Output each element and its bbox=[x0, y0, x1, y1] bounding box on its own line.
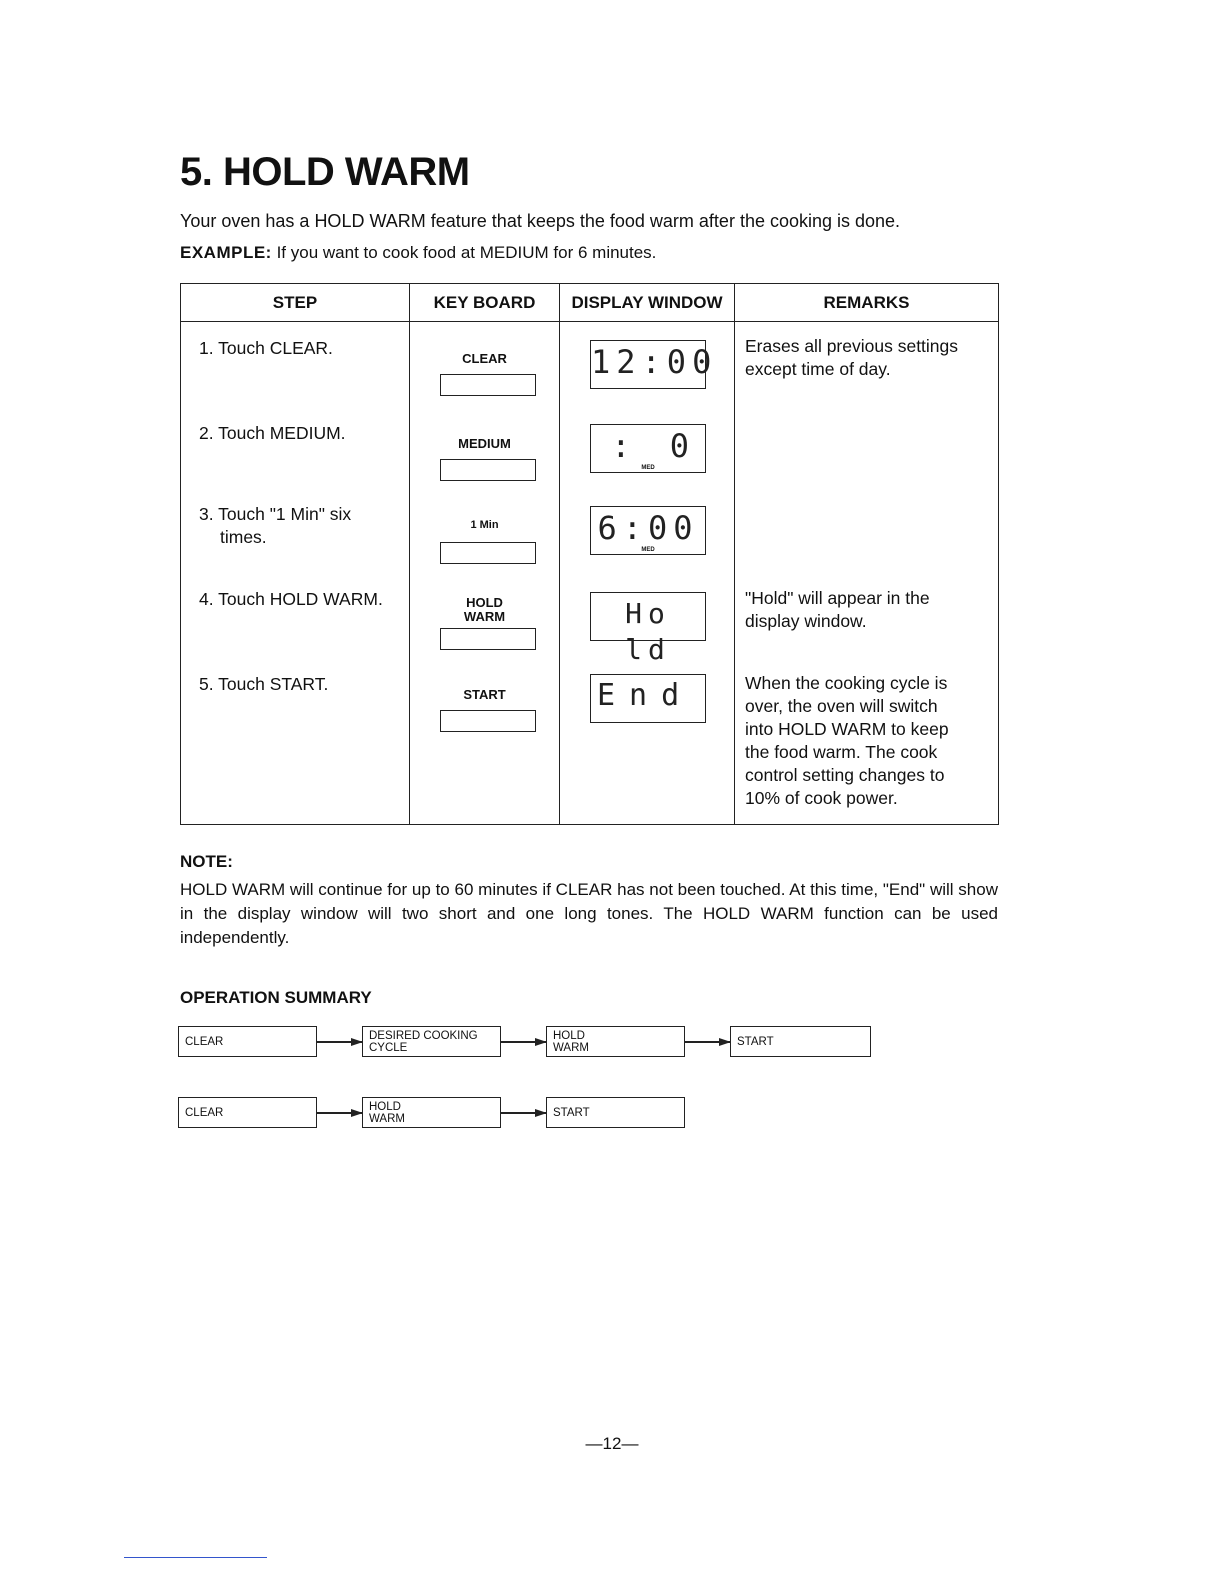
remark-5-line: over, the oven will switch bbox=[745, 696, 938, 716]
remarks-column bbox=[735, 322, 999, 825]
display-4 bbox=[590, 592, 706, 666]
key-medium[interactable] bbox=[410, 437, 559, 451]
key-start-label: START bbox=[463, 687, 506, 702]
display-3 bbox=[590, 506, 706, 555]
keyboard-column bbox=[410, 322, 560, 825]
step-1: 1. Touch CLEAR. bbox=[199, 338, 333, 358]
summary-row1-b2-line1: DESIRED COOKING bbox=[369, 1030, 478, 1042]
remark-1 bbox=[745, 335, 984, 381]
key-1min-label: 1 Min bbox=[470, 519, 499, 531]
example-label: EXAMPLE: bbox=[180, 243, 272, 262]
display-2-readout: : 0 bbox=[611, 427, 699, 465]
summary-row1-hold-warm bbox=[546, 1026, 685, 1057]
header-keyboard: KEY BOARD bbox=[410, 284, 560, 322]
remark-5-line: When the cooking cycle is bbox=[745, 673, 948, 693]
key-clear-button[interactable] bbox=[440, 374, 536, 396]
step-2: 2. Touch MEDIUM. bbox=[199, 423, 346, 443]
key-clear[interactable] bbox=[410, 352, 559, 366]
display-column bbox=[560, 322, 735, 825]
summary-arrow bbox=[317, 1112, 362, 1114]
header-display: DISPLAY WINDOW bbox=[560, 284, 735, 322]
key-warm-label: WARM bbox=[463, 609, 506, 624]
key-1min[interactable] bbox=[410, 518, 559, 532]
step-column bbox=[181, 322, 410, 825]
remark-4 bbox=[745, 587, 984, 633]
summary-row2-hold-warm bbox=[362, 1097, 501, 1128]
step-3-line1: 3. Touch "1 Min" six bbox=[199, 504, 352, 524]
remark-4-line1: "Hold" will appear in the bbox=[745, 588, 930, 608]
note-heading: NOTE: bbox=[180, 852, 233, 871]
display-2-med: MED bbox=[641, 465, 655, 471]
summary-row2-clear: CLEAR bbox=[178, 1097, 317, 1128]
summary-row1-start: START bbox=[730, 1026, 871, 1057]
display-5-readout: End bbox=[597, 678, 694, 713]
display-1-readout: 12:00 bbox=[591, 343, 718, 381]
summary-row2-b2-line2: WARM bbox=[369, 1113, 405, 1125]
remark-5-line: the food warm. The cook bbox=[745, 742, 938, 762]
display-3-readout: 6:00 bbox=[597, 509, 699, 547]
key-clear-label: CLEAR bbox=[462, 351, 507, 366]
header-step: STEP bbox=[181, 284, 410, 322]
example-line bbox=[180, 243, 656, 263]
step-5: 5. Touch START. bbox=[199, 674, 329, 694]
summary-arrow bbox=[501, 1041, 546, 1043]
key-hold-warm-button[interactable] bbox=[440, 628, 536, 650]
example-text: If you want to cook food at MEDIUM for 6 minutes. bbox=[276, 243, 657, 262]
summary-row1-desired-cycle bbox=[362, 1026, 501, 1057]
key-start-button[interactable] bbox=[440, 710, 536, 732]
summary-row1-clear: CLEAR bbox=[178, 1026, 317, 1057]
summary-arrow bbox=[317, 1041, 362, 1043]
display-1 bbox=[590, 340, 718, 389]
summary-row1-b2-line2: CYCLE bbox=[369, 1042, 408, 1054]
summary-row1-b3-line1: HOLD bbox=[553, 1030, 585, 1042]
key-medium-button[interactable] bbox=[440, 459, 536, 481]
key-medium-label: MEDIUM bbox=[458, 436, 511, 451]
key-1min-button[interactable] bbox=[440, 542, 536, 564]
step-3-line2: times. bbox=[220, 527, 267, 547]
header-remarks: REMARKS bbox=[735, 284, 999, 322]
note-text: HOLD WARM will continue for up to 60 minutes if CLEAR has not been touched. At this time, "End" will show in the display window will two short and one long tones. The HOLD WARM function can be used independently. bbox=[180, 880, 998, 947]
page-number: —12— bbox=[585, 1434, 639, 1453]
key-start[interactable] bbox=[410, 688, 559, 702]
display-3-med: MED bbox=[641, 547, 655, 553]
remark-5 bbox=[745, 672, 984, 810]
summary-arrow bbox=[501, 1112, 546, 1114]
display-2 bbox=[590, 424, 706, 473]
summary-row1-b3-line2: WARM bbox=[553, 1042, 589, 1054]
display-4-readout: Ho ld bbox=[625, 597, 671, 666]
operation-summary-heading: OPERATION SUMMARY bbox=[180, 988, 372, 1007]
footer-rule bbox=[124, 1557, 267, 1558]
remark-5-line: 10% of cook power. bbox=[745, 788, 898, 808]
key-hold-label: HOLD bbox=[466, 595, 503, 610]
intro-text: Your oven has a HOLD WARM feature that keeps the food warm after the cooking is done. bbox=[180, 211, 901, 231]
summary-arrow bbox=[685, 1041, 730, 1043]
remark-1-line1: Erases all previous settings bbox=[745, 336, 959, 356]
remark-5-line: into HOLD WARM to keep bbox=[745, 719, 949, 739]
key-hold-warm[interactable] bbox=[410, 596, 559, 624]
remark-1-line2: except time of day. bbox=[745, 359, 891, 379]
display-5 bbox=[590, 674, 706, 723]
page-title: 5. HOLD WARM bbox=[180, 150, 470, 194]
step-3 bbox=[199, 503, 351, 549]
summary-row2-b2-line1: HOLD bbox=[369, 1101, 401, 1113]
steps-table bbox=[180, 283, 999, 825]
step-4: 4. Touch HOLD WARM. bbox=[199, 589, 383, 609]
remark-4-line2: display window. bbox=[745, 611, 867, 631]
summary-row2-start: START bbox=[546, 1097, 685, 1128]
remark-5-line: control setting changes to bbox=[745, 765, 945, 785]
